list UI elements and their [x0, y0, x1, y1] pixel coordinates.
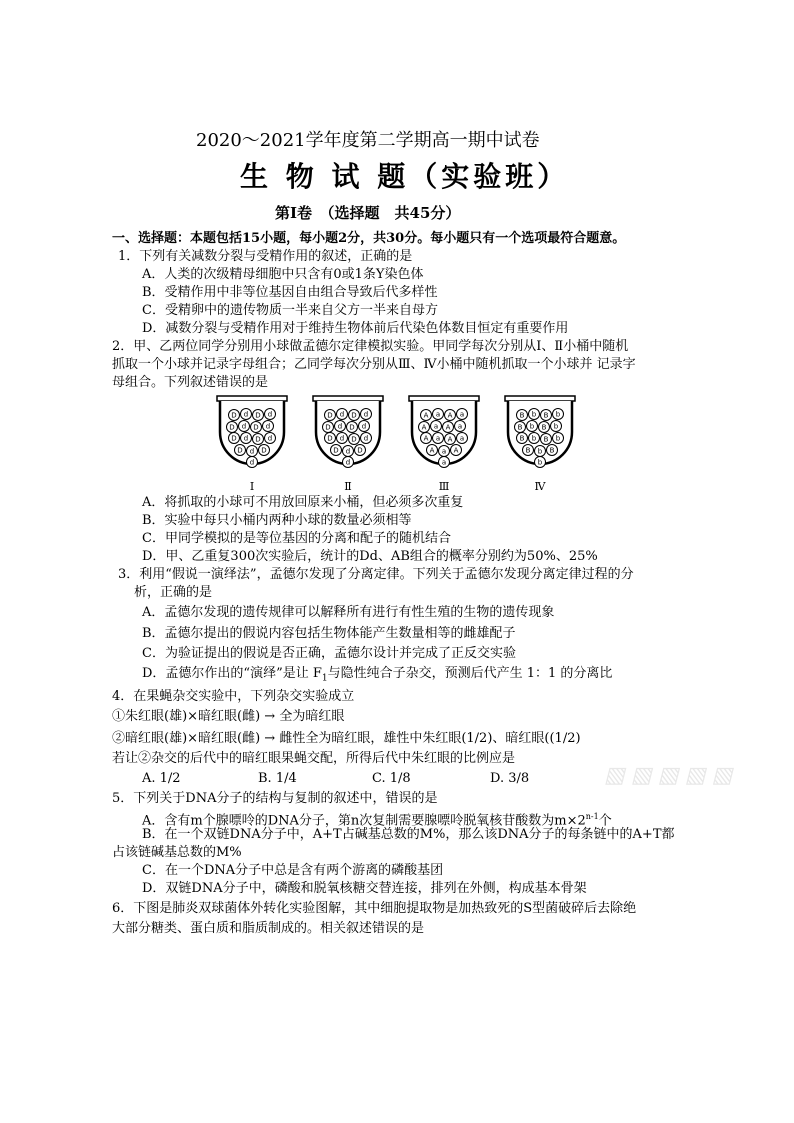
ball-label: d [339, 410, 345, 419]
q3-stem-line2: 析，正确的是 [134, 585, 213, 600]
ball-label: A [453, 446, 459, 455]
q5-option-b-line2: 占该链碱基总数的M% [112, 845, 242, 860]
q2-stem-line1: 2．甲、乙两位同学分别用小球做孟德尔定律模拟实验。甲同学每次分别从Ⅰ、Ⅱ小桶中随机 [112, 339, 629, 354]
bucket-rim [313, 396, 383, 401]
ball-label: A [421, 423, 427, 432]
ball-label: a [457, 422, 463, 431]
bucket-1 [217, 396, 287, 493]
instructions: 一、选择题：本题包括15小题，每小题2分，共30分。每小题只有一个选项最符合题意。 [112, 231, 626, 246]
q5-stem: 5．下列关于DNA分子的结构与复制的叙述中，错误的是 [112, 791, 438, 806]
q3-option-c: C．为验证提出的假说是否正确，孟德尔设计并完成了正反交实验 [142, 646, 516, 661]
q3-option-a: A．孟德尔发现的遗传规律可以解释所有进行有性生殖的生物的遗传现象 [142, 605, 555, 620]
q3-stem-line1: 3．利用“假说一演绎法”，孟德尔发现了分离定律。下列关于孟德尔发现分离定律过程的分 [118, 567, 634, 582]
ball-label: d [345, 458, 351, 467]
bucket-rim [505, 396, 575, 401]
q2-option-d: D．甲、乙重复300次实验后，统计的Dd、AB组合的概率分别约为50%、25% [142, 549, 598, 564]
q1-option-c: C．受精卵中的遗传物质一半来自父方一半来自母方 [142, 303, 438, 318]
ball-label: a [435, 410, 441, 419]
q4-option-c: C. 1/8 [372, 771, 411, 786]
ball-label: A [447, 435, 453, 444]
q1-option-a: A．人类的次级精母细胞中只含有0或1条Y染色体 [142, 267, 424, 282]
bucket-label: Ⅰ [249, 480, 255, 493]
ball-label: d [267, 410, 273, 419]
ball-label: A [447, 411, 453, 420]
ball-label: D [253, 423, 259, 432]
ball-label: D [351, 411, 357, 420]
ball-label: D [255, 411, 261, 420]
ball-label: d [337, 422, 343, 431]
q4-cross-1: ①朱红眼(雄)×暗红眼(雌) → 全为暗红眼 [112, 709, 345, 724]
q5-option-a-pre: A．含有m个腺嘌呤的DNA分子，第n次复制需要腺嘌呤脱氧核苷酸数为m×2 [142, 813, 586, 829]
ball-label: b [537, 458, 543, 467]
ball-label: D [231, 411, 237, 420]
section-title: 第Ⅰ卷 （选择题 共45分） [275, 204, 461, 222]
ball-label: B [519, 434, 525, 443]
ball-label: D [357, 446, 363, 455]
q2-option-b: B．实验中每只小桶内两种小球的数量必须相等 [142, 513, 412, 528]
ball-label: A [445, 423, 451, 432]
subject-title: 生 物 试 题（实验班） [240, 160, 570, 193]
ball-label: d [361, 422, 367, 431]
q4-option-d: D. 3/8 [490, 771, 530, 786]
ball-label: D [261, 446, 267, 455]
q3-option-d [142, 666, 612, 687]
bucket-4 [505, 396, 575, 493]
ball-label: b [537, 447, 543, 456]
ball-label: d [265, 422, 271, 431]
ball-label: D [255, 435, 261, 444]
ball-label: b [555, 434, 561, 443]
q2-option-a: A．将抓取的小球可不用放回原来小桶，但必须多次重复 [142, 495, 464, 510]
ball-label: B [549, 446, 555, 455]
ball-label: d [345, 447, 351, 456]
q4-option-a: A. 1/2 [142, 771, 181, 786]
q4-cross-2: ②暗红眼(雄)×暗红眼(雌) → 雌性全为暗红眼，雄性中朱红眼(1/2)、暗红眼((1/2) [112, 731, 581, 746]
bucket-label: Ⅲ [438, 480, 450, 493]
ball-label: B [541, 423, 547, 432]
ball-label: b [529, 422, 535, 431]
ball-label: D [325, 423, 331, 432]
ball-label: D [351, 435, 357, 444]
q1-stem: 1．下列有关减数分裂与受精作用的叙述，正确的是 [118, 249, 413, 264]
bucket-rim [409, 396, 479, 401]
ball-label: D [327, 411, 333, 420]
bucket-label: Ⅳ [534, 480, 546, 493]
q1-option-b: B．受精作用中非等位基因自由组合导致后代多样性 [142, 285, 438, 300]
ball-label: B [519, 411, 525, 420]
ball-label: D [237, 446, 243, 455]
q6-stem-line2: 大部分糖类、蛋白质和脂质制成的。相关叙述错误的是 [112, 921, 425, 936]
q4-option-b: B. 1/4 [258, 771, 297, 786]
ball-label: d [267, 434, 273, 443]
q3-option-b: B．孟德尔提出的假说内容包括生物体能产生数量相等的雌雄配子 [142, 626, 516, 641]
ball-label: B [543, 435, 549, 444]
ball-label: B [525, 446, 531, 455]
ball-label: D [231, 434, 237, 443]
ball-label: a [441, 447, 447, 456]
ball-label: d [363, 410, 369, 419]
bucket-figure [200, 392, 590, 497]
ball-label: d [241, 422, 247, 431]
q3-option-d-post: 与隐性纯合子杂交，预测后代产生 1：1 的分离比 [327, 666, 613, 681]
exam-title: 2020～2021学年度第二学期高一期中试卷 [196, 130, 540, 151]
q2-option-c: C．甲同学模拟的是等位基因的分离和配子的随机结合 [142, 531, 451, 546]
ball-label: A [429, 446, 435, 455]
q5-option-d: D．双链DNA分子中，磷酸和脱氧核糖交替连接，排列在外侧，构成基本骨架 [142, 881, 587, 896]
bucket-3 [409, 396, 479, 493]
ball-label: a [459, 434, 465, 443]
bucket-label: Ⅱ [344, 480, 352, 493]
ball-label: a [435, 434, 441, 443]
ball-label: A [423, 411, 429, 420]
ball-label: a [441, 458, 447, 467]
ball-label: d [243, 434, 249, 443]
ball-label: a [433, 422, 439, 431]
ball-label: d [243, 410, 249, 419]
ball-label: d [339, 434, 345, 443]
q3-option-d-sub: 1 [321, 673, 328, 684]
ball-label: D [229, 423, 235, 432]
bucket-rim [217, 396, 287, 401]
ball-label: B [517, 423, 523, 432]
ball-label: d [363, 434, 369, 443]
ball-label: b [531, 434, 537, 443]
ball-label: A [423, 434, 429, 443]
q4-stem: 4．在果蝇杂交实验中，下列杂交实验成立 [112, 689, 355, 704]
q3-option-d-pre: D．孟德尔作出的“演绎”是让 F [142, 666, 322, 681]
ball-label: b [555, 410, 561, 419]
ball-label: B [543, 411, 549, 420]
ball-label: b [531, 410, 537, 419]
bucket-2 [313, 396, 383, 493]
ball-label: D [349, 423, 355, 432]
q1-option-d: D．减数分裂与受精作用对于维持生物体前后代染色体数目恒定有重要作用 [142, 321, 569, 336]
q6-stem-line1: 6．下图是肺炎双球菌体外转化实验图解，其中细胞提取物是加热致死的S型菌破碎后去除绝 [112, 901, 637, 916]
ball-label: b [553, 422, 559, 431]
ball-label: D [327, 434, 333, 443]
ball-label: d [249, 447, 255, 456]
ball-label: a [459, 410, 465, 419]
q5-option-c: C．在一个DNA分子中总是含有两个游离的磷酸基团 [142, 863, 444, 878]
q5-option-a-sup: n-1 [585, 812, 599, 821]
ball-label: D [333, 446, 339, 455]
q2-stem-line2: 抓取一个小球并记录字母组合；乙同学每次分别从Ⅲ、Ⅳ小桶中随机抓取一个小球并 记录字 [112, 357, 636, 372]
watermark: ▧ ▧ ▧ ▧ ▧ [604, 762, 733, 787]
q4-question: 若让②杂交的后代中的暗红眼果蝇交配，所得后代中朱红眼的比例应是 [112, 751, 516, 766]
ball-label: d [249, 458, 255, 467]
q5-option-a-post: 个 [598, 813, 612, 829]
q2-stem-line3: 母组合。下列叙述错误的是 [112, 375, 269, 390]
q5-option-b-line1: B．在一个双链DNA分子中，A+T占碱基总数的M%，那么该DNA分子的每条链中的A+T都 [142, 827, 675, 842]
